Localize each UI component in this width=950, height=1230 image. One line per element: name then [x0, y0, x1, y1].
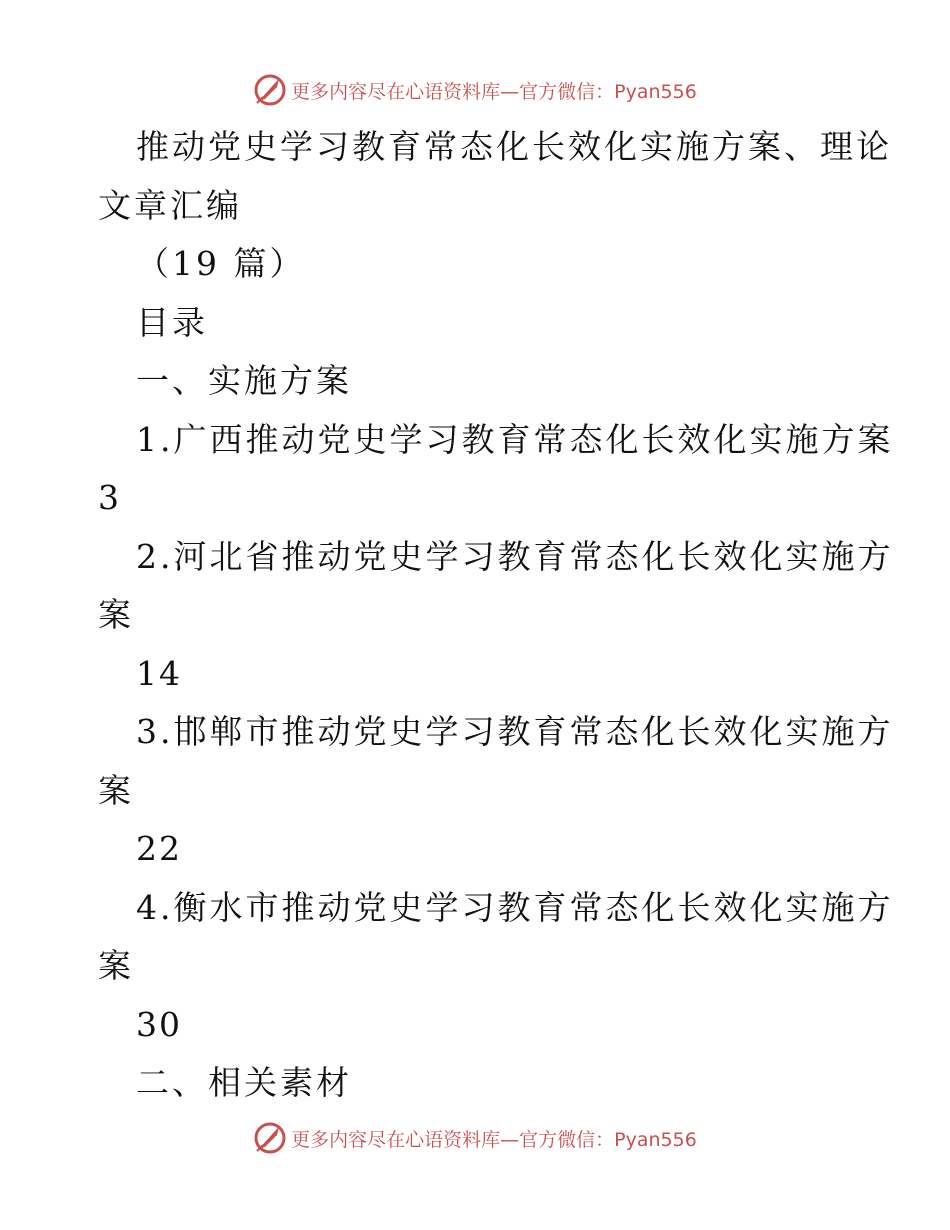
toc-item-1-page: 3	[98, 478, 121, 517]
toc-item-2-title-wrap: 案	[98, 595, 134, 634]
toc-item-4-title-wrap: 案	[98, 946, 134, 985]
toc-item-3-page: 22	[136, 829, 182, 868]
toc-item-3-title-wrap: 案	[98, 770, 134, 810]
section-heading-2: 二、相关素材	[136, 1063, 352, 1102]
toc-item-4-page: 30	[136, 1004, 182, 1044]
watermark-text: 更多内容尽在心语资料库—官方微信：Pyan556	[291, 1128, 697, 1151]
toc-item-2-page: 14	[136, 653, 182, 693]
document-body	[98, 118, 894, 1113]
quill-logo-icon	[253, 73, 287, 107]
watermark-text: 更多内容尽在心语资料库—官方微信：Pyan556	[291, 80, 697, 103]
quill-logo-icon	[253, 1121, 287, 1155]
watermark-banner-top	[0, 70, 950, 110]
document-title-line-1: 推动党史学习教育常态化长效化实施方案、理论	[136, 127, 892, 166]
document-title-line-2: 文章汇编	[98, 185, 242, 225]
article-count: （19 篇）	[136, 244, 306, 283]
toc-item-1-title: 1.广西推动党史学习教育常态化长效化实施方案	[136, 419, 894, 459]
watermark-banner-bottom	[0, 1118, 950, 1158]
toc-item-3-title: 3.邯郸市推动党史学习教育常态化长效化实施方	[136, 712, 894, 751]
toc-item-4-title: 4.衡水市推动党史学习教育常态化长效化实施方	[136, 887, 894, 927]
toc-item-2-title: 2.河北省推动党史学习教育常态化长效化实施方	[136, 536, 894, 576]
toc-heading: 目录	[136, 302, 208, 342]
section-heading-1: 一、实施方案	[136, 361, 352, 400]
